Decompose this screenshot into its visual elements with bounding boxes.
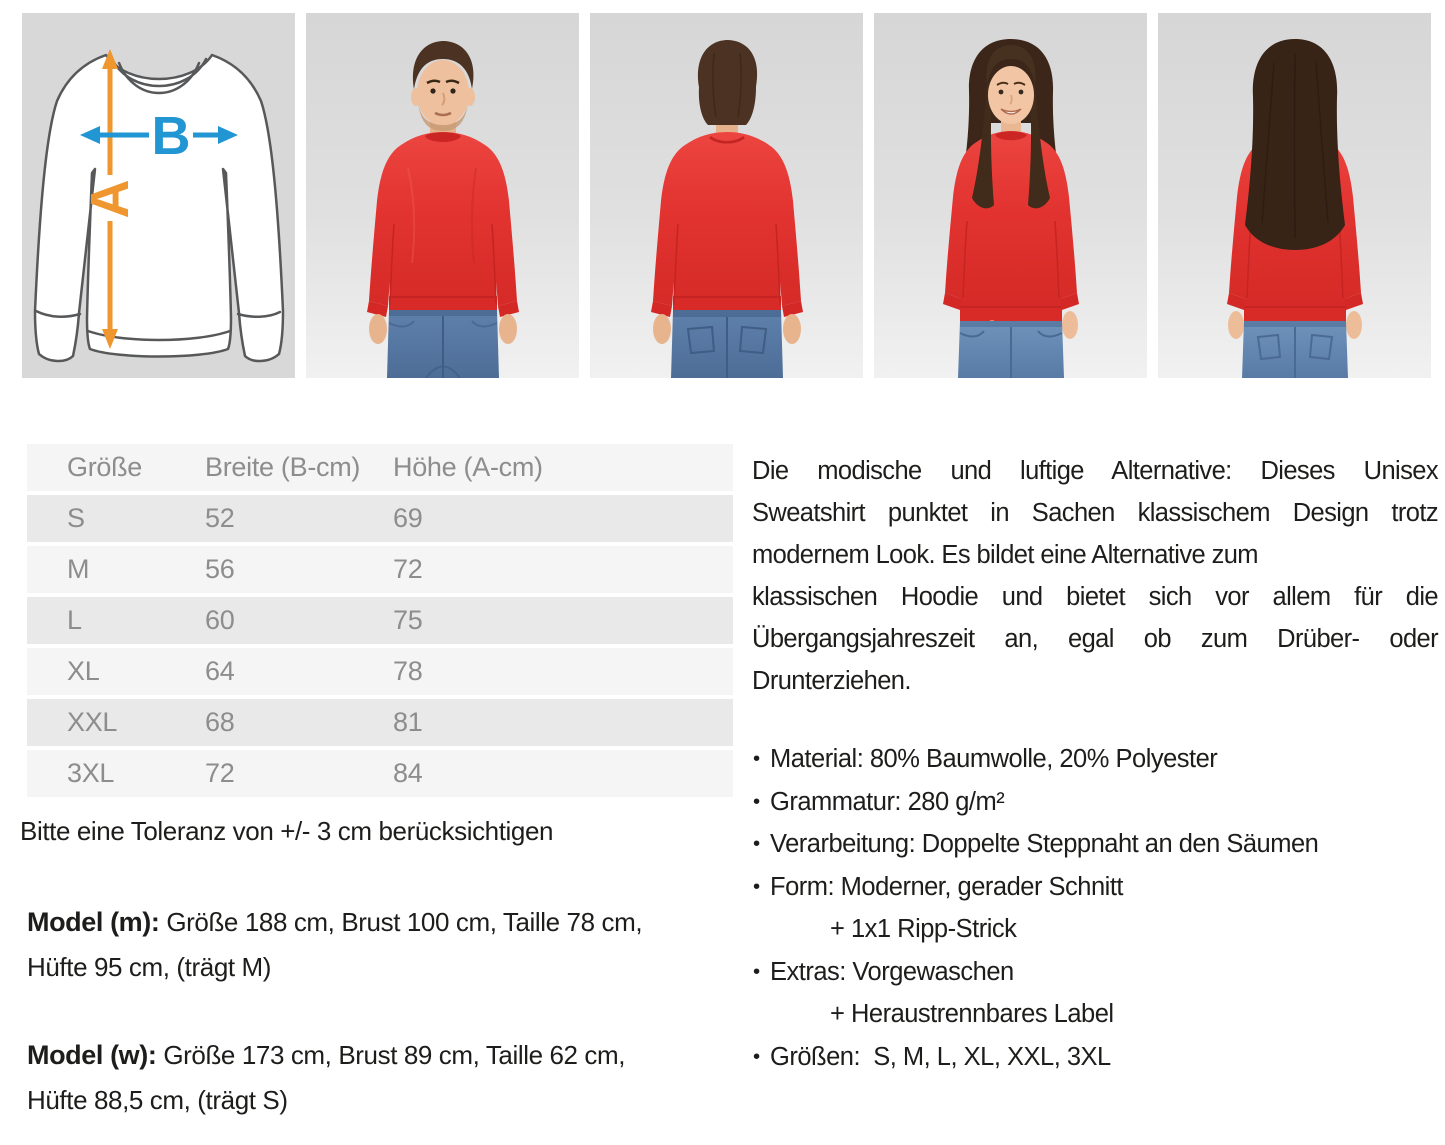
- model-m-line1: [27, 900, 737, 945]
- right-eye: [1019, 90, 1024, 95]
- size-table-header-row: [27, 444, 733, 491]
- right-hand: [1062, 311, 1078, 339]
- sweatshirt-measurement-diagram: [22, 13, 295, 378]
- woman-front-illustration: [874, 13, 1147, 378]
- man-back-illustration: [590, 13, 863, 378]
- width-value: 60: [205, 605, 235, 635]
- feature-extras-extra: + Heraustrennbares Label: [830, 1000, 1114, 1028]
- description-line: Die modische und luftige Alternative: Dieses Unisex: [752, 457, 1438, 485]
- jeans: [387, 310, 499, 378]
- height-value: 81: [393, 707, 423, 737]
- red-sweatshirt: [367, 132, 519, 317]
- column-header-width: Breite (B-cm): [205, 452, 361, 482]
- description-line: klassischen Hoodie und bietet sich vor allem für die: [752, 583, 1438, 611]
- model-w-label: Model (w):: [27, 1040, 157, 1070]
- size-label: XL: [67, 656, 100, 686]
- height-value: 69: [393, 503, 423, 533]
- jeans-back: [671, 310, 783, 378]
- left-hand: [369, 314, 387, 344]
- description-line: Übergangsjahreszeit an, egal ob zum Drüber- oder: [752, 625, 1438, 653]
- model-w-measurements: Größe 173 cm, Brust 89 cm, Taille 62 cm,: [163, 1040, 626, 1070]
- red-sweatshirt: [943, 131, 1079, 321]
- feature-form: • Form: Moderner, gerader Schnitt + 1x1 Ripp-Strick: [752, 866, 1442, 951]
- feature-list: [752, 738, 1442, 1078]
- size-table: [27, 440, 733, 801]
- hem-band: [960, 307, 1062, 321]
- jeans-back: [1242, 321, 1348, 378]
- left-eye: [999, 90, 1004, 95]
- model-m-label: Model (m):: [27, 907, 160, 937]
- size-row-l: [27, 597, 733, 644]
- height-value: 72: [393, 554, 423, 584]
- sweatshirt-outline: [35, 55, 283, 361]
- description-line: Drunterziehen.: [752, 667, 911, 695]
- left-hand: [1228, 311, 1244, 339]
- product-photo-man-front: [306, 13, 579, 378]
- model-w-info: [27, 1033, 737, 1123]
- feature-groessen: • Größen: S, M, L, XL, XXL, 3XL: [752, 1036, 1442, 1079]
- size-diagram-image: [22, 13, 295, 378]
- width-arrow-label: B: [151, 106, 191, 166]
- feature-extras: • Extras: Vorgewaschen + Heraustrennbares Label: [752, 951, 1442, 1036]
- jeans: [958, 321, 1064, 378]
- size-row-s: [27, 495, 733, 542]
- size-row-xxl: [27, 699, 733, 746]
- size-label: XXL: [67, 707, 118, 737]
- model-m-line2: Hüfte 95 cm, (trägt M): [27, 952, 272, 982]
- size-row-3xl: [27, 750, 733, 797]
- width-value: 52: [205, 503, 235, 533]
- hem-band: [673, 297, 781, 310]
- right-hand: [1346, 311, 1362, 339]
- feature-grammatur: • Grammatur: 280 g/m²: [752, 781, 1442, 824]
- hem-band: [389, 297, 497, 310]
- tolerance-note: Bitte eine Toleranz von +/- 3 cm berücksichtigen: [20, 816, 554, 846]
- woman-back-illustration: [1158, 13, 1431, 378]
- height-value: 75: [393, 605, 423, 635]
- feature-verarbeitung: • Verarbeitung: Doppelte Steppnaht an den Säumen: [752, 823, 1442, 866]
- left-hand: [653, 314, 671, 344]
- right-eye: [450, 88, 455, 93]
- width-value: 64: [205, 656, 235, 686]
- width-value: 72: [205, 758, 235, 788]
- red-sweatshirt-back: [651, 132, 803, 317]
- height-value: 84: [393, 758, 423, 788]
- feature-form-extra: + 1x1 Ripp-Strick: [830, 915, 1017, 943]
- model-m-info: [27, 900, 737, 990]
- feature-material: • Material: 80% Baumwolle, 20% Polyester: [752, 738, 1442, 781]
- model-w-line1: [27, 1033, 737, 1078]
- column-header-size: Größe: [67, 452, 143, 482]
- model-w-line2: Hüfte 88,5 cm, (trägt S): [27, 1085, 288, 1115]
- width-value: 68: [205, 707, 235, 737]
- size-row-m: [27, 546, 733, 593]
- back-of-head-hair: [698, 40, 757, 125]
- description-paragraph: [752, 450, 1438, 702]
- product-photo-woman-back: [1158, 13, 1431, 378]
- description-line: modernem Look. Es bildet eine Alternative zum: [752, 541, 1258, 569]
- size-label: M: [67, 554, 90, 584]
- head: [987, 45, 1036, 124]
- size-label: 3XL: [67, 758, 115, 788]
- column-header-height: Höhe (A-cm): [393, 452, 543, 482]
- height-value: 78: [393, 656, 423, 686]
- product-photo-man-back: [590, 13, 863, 378]
- right-hand: [499, 314, 517, 344]
- model-m-measurements: Größe 188 cm, Brust 100 cm, Taille 78 cm,: [166, 907, 643, 937]
- size-label: S: [67, 503, 85, 533]
- left-eye: [430, 88, 435, 93]
- product-image-gallery: [22, 13, 1431, 378]
- right-hand: [783, 314, 801, 344]
- man-front-illustration: [306, 13, 579, 378]
- hem-band: [1244, 307, 1346, 321]
- height-arrow-label: A: [80, 179, 140, 219]
- description-line: Sweatshirt punktet in Sachen klassischem Design trotz: [752, 499, 1438, 527]
- size-label: L: [67, 605, 82, 635]
- width-value: 56: [205, 554, 235, 584]
- size-row-xl: [27, 648, 733, 695]
- product-photo-woman-front: [874, 13, 1147, 378]
